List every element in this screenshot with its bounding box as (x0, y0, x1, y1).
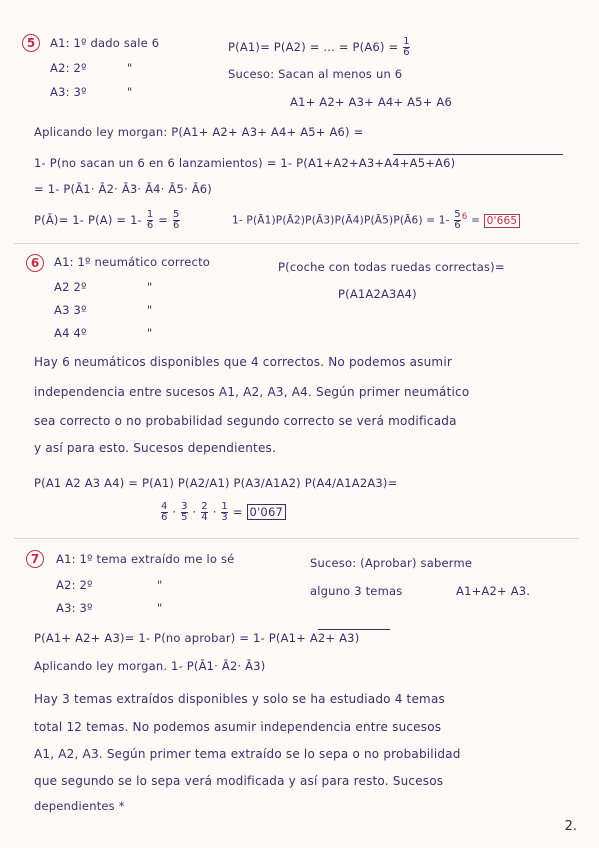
p7-para4: que segundo se lo sepa verá modificada y así para resto. Sucesos (34, 774, 444, 788)
p7-suceso1: Suceso: (Aprobar) saberme (310, 556, 473, 570)
p6-para3: sea correcto o no probabilidad segundo correcto se verá modificada (34, 414, 457, 428)
p7-a3-ditto: " (157, 601, 163, 615)
p7-a1: A1: 1º tema extraído me lo sé (56, 552, 235, 566)
p6-eq2: P(A1A2A3A4) (338, 287, 417, 301)
p7-para5: dependientes * (34, 799, 125, 813)
p6-para1: Hay 6 neumáticos disponibles que 4 correctos. No podemos asumir (34, 355, 452, 369)
p5-equiprob: P(A1)= P(A2) = ... = P(A6) = $\frac{1}{6}$ (228, 36, 410, 58)
p6-product: $\frac{4}{6}$ · $\frac{3}{5}$ · $\frac{2}{4}$ · $\frac{1}{3}$ = 0'067 (160, 502, 286, 523)
p6-para4: y así para esto. Sucesos dependientes. (34, 441, 277, 455)
p5-a2-ditto: " (127, 61, 133, 75)
p6-a3: A3 3º (54, 303, 87, 317)
p5-a2: A2: 2º (50, 61, 87, 75)
p6-a2: A2 2º (54, 280, 87, 294)
problem-6-number: 6 (26, 254, 44, 272)
p7-para3: A1, A2, A3. Según primer tema extraído se lo sepa o no probabilidad (34, 747, 461, 761)
p5-union: A1+ A2+ A3+ A4+ A5+ A6 (290, 95, 452, 109)
p6-a4: A4 4º (54, 326, 87, 340)
problem-7-number: 7 (26, 550, 44, 568)
page-number: 2. (564, 819, 577, 834)
p7-suceso2: alguno 3 temas (310, 584, 403, 598)
p6-eq3: P(A1 A2 A3 A4) = P(A1) P(A2/A1) P(A3/A1A2) P(A4/A1A2A3)= (34, 476, 398, 490)
p5-a3-ditto: " (127, 85, 133, 99)
p5-a3: A3: 3º (50, 85, 87, 99)
problem-5-number: 5 (22, 34, 40, 52)
p6-a4-ditto: " (147, 326, 153, 340)
p7-union: A1+A2+ A3. (456, 584, 531, 598)
p7-eq1: P(A1+ A2+ A3)= 1- P(no aprobar) = 1- P(A1+ A2+ A3) (34, 631, 360, 645)
p5-morgan: Aplicando ley morgan: P(A1+ A2+ A3+ A4+ A5+ A6) = (34, 125, 364, 139)
p7-overline (318, 629, 390, 630)
p5-line4b: 1- P(Ā1)P(Ā2)P(Ā3)P(Ā4)P(Ā5)P(Ā6) = 1- $\frac{5}{6}$ $^6$ = 0'665 (232, 210, 520, 231)
p5-suceso: Suceso: Sacan al menos un 6 (228, 67, 403, 81)
p5-line3: = 1- P(Ā1· Ā2· Ā3· Ā4· Ā5· Ā6) (34, 182, 212, 196)
separator (14, 538, 579, 539)
p7-para1: Hay 3 temas extraídos disponibles y solo se ha estudiado 4 temas (34, 692, 445, 706)
p7-eq2: Aplicando ley morgan. 1- P(Ā1· Ā2· Ā3) (34, 659, 266, 673)
p5-result: 0'665 (484, 214, 521, 228)
p7-a2-ditto: " (157, 578, 163, 592)
p6-result: 0'067 (247, 504, 286, 520)
p7-a3: A3: 3º (56, 601, 93, 615)
p5-line4a: P(Ā)= 1- P(A) = 1- $\frac{1}{6}$ = $\frac{5}{6}$ (34, 209, 180, 231)
p5-overline (393, 154, 563, 155)
p6-a3-ditto: " (147, 303, 153, 317)
p7-para2: total 12 temas. No podemos asumir independencia entre sucesos (34, 720, 442, 734)
p6-a2-ditto: " (147, 280, 153, 294)
p7-a2: A2: 2º (56, 578, 93, 592)
p6-a1: A1: 1º neumático correcto (54, 255, 211, 269)
p6-eq1: P(coche con todas ruedas correctas)= (278, 260, 505, 274)
p5-line2: 1- P(no sacan un 6 en 6 lanzamientos) = 1- P(A1+A2+A3+A4+A5+A6) (34, 156, 456, 170)
separator (14, 243, 579, 244)
p6-para2: independencia entre sucesos A1, A2, A3, A4. Según primer neumático (34, 385, 470, 399)
p5-a1: A1: 1º dado sale 6 (50, 36, 160, 50)
